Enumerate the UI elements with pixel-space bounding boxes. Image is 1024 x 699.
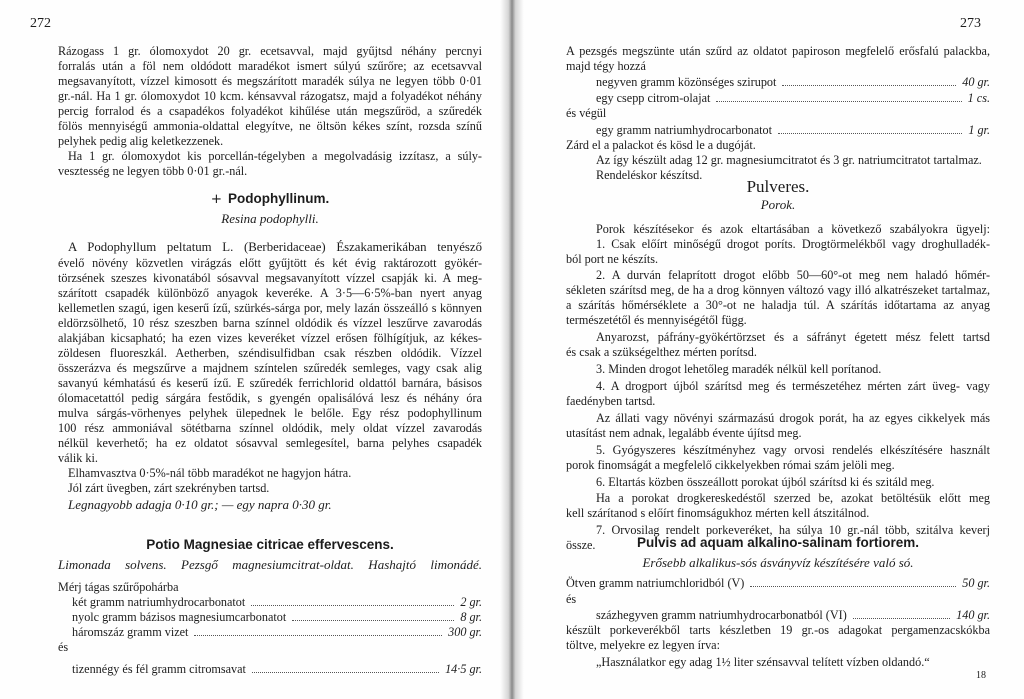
ingredient-row	[596, 608, 990, 622]
text-line: forralás után a föl nem oldódott maradékot ismert súlyú szűrőre; az ecetsavval	[58, 59, 482, 73]
potio-sub-wrap	[58, 558, 482, 574]
text-line: 3. Minden drogot lehetőleg maradék nélkül kell porítanod.	[596, 362, 882, 376]
text-line: zöldesen fluoreszkál. Aetherben, széndisulfidban csak részben oldódik. Vízzel	[58, 346, 482, 360]
ingredient-name: Ötven gramm natriumchloridból (V)	[566, 576, 745, 590]
text-line: percig forralod és a csapadékos folyadékot kihűlése után megszűröd, a szűredék	[58, 104, 482, 118]
text-line: gr.-nál. Ha 1 gr. ólomoxydot 10 kcm. kénsavval rázogatsz, majd a folyadékot néhány	[58, 89, 482, 103]
page-number-left: 272	[30, 16, 51, 31]
pulvis-subtitle: Erősebb alkalikus-sós ásványvíz készítésére való só.	[642, 555, 914, 570]
ingredient-name: háromszáz gramm vizet	[72, 625, 189, 639]
text-line: 7. Orvosilag rendelt porkeveréket, ha súlya 10 gr.-nál több, szitálva keverj	[596, 523, 990, 537]
text-line: ólomacetattól pedig sárgára festődik, s gyengén opalisálóvá lesz és néhány óra	[58, 391, 482, 405]
text-line: Mérj tágas szűrőpohárba	[58, 580, 179, 594]
podophyllinum-sub-wrap	[58, 212, 482, 228]
text-line: porok finomságát a megfelelő cikkelyekben római szám jelöli meg.	[566, 458, 895, 472]
and-word: és	[566, 592, 577, 606]
text-line: mulva sárgás-vörhenyes pelyhek ülepednek le belőle. Egy rész podophyllinum	[58, 406, 482, 420]
ingredient-amount: 1 cs.	[967, 91, 990, 105]
ingredient-amount: 40 gr.	[962, 75, 990, 89]
ingredient-amount: 8 gr.	[460, 610, 482, 624]
text-line: fölös mennyiségű ammonia-oldattal elegyítve, ne öltsön kékes színt, rozsda színű	[58, 119, 482, 133]
text-line: összerázva és megszűrve a majdnem színtelen szűredék semleges, vagy csak alig	[58, 361, 482, 375]
text-line: nélkül keverhető; ha ez oldatot sósavval semlegesítel, barna pelyhes csapadék	[58, 436, 482, 450]
pulveres-heading-wrap	[566, 177, 990, 197]
potio-title: Potio Magnesiae citricae effervescens.	[146, 537, 394, 552]
text-line: Ha 1 gr. ólomoxydot kis porcellán-tégelyben a megolvadásig izzítasz, a súly-	[68, 149, 482, 163]
cross-symbol-icon: +	[210, 191, 223, 207]
ingredient-name: egy gramm natriumhydrocarbonatot	[596, 123, 772, 137]
text-line: válik ki.	[58, 451, 98, 465]
text-line: ból port ne készíts.	[566, 252, 659, 266]
ingredient-amount: 14·5 gr.	[445, 662, 482, 676]
pulvis-heading-wrap	[566, 536, 990, 552]
ingredient-row	[566, 576, 990, 590]
pulvis-sub-wrap	[566, 556, 990, 572]
text-line: pelyhek pedig alig keletkezzenek.	[58, 134, 224, 148]
ingredient-name: negyven gramm közönséges szirupot	[596, 75, 777, 89]
ingredient-name: nyolc gramm bázisos magnesiumcarbonatot	[72, 610, 287, 624]
and-word: és	[58, 640, 69, 654]
potio-subtitle: Limonada solvens. Pezsgő magnesiumcitrat-oldat. Hashajtó limonádé.	[58, 557, 482, 572]
text-line: A pezsgés megszünte után szűrd az oldatot papiroson megfelelő erősfalú palackba,	[566, 44, 990, 58]
text-line: évelő növény közvetlen virágzás előtt gyűjtött és két évig raktározott gyökér-	[58, 256, 482, 270]
ingredient-name: százhegyven gramm natriumhydrocarbonatból (VI)	[596, 608, 847, 622]
text-line: A Podophyllum peltatum L. (Berberidaceae) Északamerikában tenyésző	[68, 240, 482, 254]
text-line: Rendeléskor készítsd.	[596, 168, 703, 182]
podophyllinum-heading	[58, 192, 482, 208]
ingredient-name: két gramm natriumhydrocarbonatot	[72, 595, 246, 609]
text-line: vesztesség ne legyen több 0·01 gr.-nál.	[58, 164, 248, 178]
text-line: Porok készítésekor és azok eltartásában a következő szabályokra ügyelj:	[596, 222, 990, 236]
ingredient-row	[596, 75, 990, 89]
ingredient-row	[596, 91, 990, 105]
text-line: kellemetlen szagú, igen keserű ízű, szürkés-sárga por, mely lazán összeálló s könnyen	[58, 301, 482, 315]
text-line: eldörzsölhető, 10 rész szeszben barna színnel oldódik és vízzel leszűrve zavarodás	[58, 316, 482, 330]
text-line: 6. Eltartás közben összeállott porokat újból szárítsd ki és szitáld meg.	[596, 475, 935, 489]
ingredient-amount: 2 gr.	[460, 595, 482, 609]
pulvis-title: Pulvis ad aquam alkalino-salinam fortiorem.	[636, 535, 920, 550]
text-line: Zárd el a palackot és kösd le a dugóját.	[566, 138, 756, 152]
text-line: és végül	[566, 106, 607, 120]
ingredient-amount: 1 gr.	[968, 123, 990, 137]
text-line: faedényben tartsd.	[566, 394, 656, 408]
podophyllinum-subtitle: Resina podophylli.	[221, 211, 319, 226]
text-line: Ha a porokat drogkereskedéstől szerzed be, azokat betöltésük előtt meg	[596, 491, 990, 505]
ingredient-row	[596, 123, 990, 137]
ingredient-row	[72, 595, 482, 609]
text-line: megsavanyított, vízzel kimosott és megszárított maradék súlya ne legyen több 0·01	[58, 74, 482, 88]
text-line: „Használatkor egy adag 1½ liter szénsavval telített vízben oldandó.“	[596, 655, 930, 669]
text-line: össze.	[566, 538, 596, 552]
signature-mark: 18	[976, 670, 986, 681]
text-line: majd tégy hozzá	[566, 59, 646, 73]
text-line: Az így készült adag 12 gr. magnesiumcitratot és 3 gr. natriumcitratot tartalmaz.	[596, 153, 982, 167]
ingredient-amount: 300 gr.	[448, 625, 482, 639]
text-line: kell szárítanod s előírt finomságukhoz mérten kell átszitálnod.	[566, 506, 870, 520]
text-line: sékleten szárítsd meg, de ha a drog könnyen változó vagy illó alkatrészeket tartalmaz,	[566, 283, 990, 297]
ingredient-row	[72, 625, 482, 639]
text-line: Anyarozst, páfrány-gyökértörzset és a sáfrányt égetett mész felett tartsd	[596, 330, 990, 344]
text-line: Jól zárt üvegben, zárt szekrényben tartsd.	[68, 481, 270, 495]
dose-line: Legnagyobb adagja 0·10 gr.; — egy napra 0·30 gr.	[68, 497, 332, 512]
text-line: törzsének szeszes kivonatából sósavval megsavanyított vízzel csapják ki. A meg-	[58, 271, 482, 285]
text-line: utasítást nem adnak, legalább évente újítsd meg.	[566, 426, 802, 440]
ingredient-row	[72, 610, 482, 624]
text-line: készült porkeverékből tarts készletben 19 gr.-os adagokat pergamenzacskókba	[566, 623, 990, 637]
text-line: töltve, melyekre ez legyen írva:	[566, 638, 720, 652]
text-line: és csak a szükségelthez mérten porítsd.	[566, 345, 757, 359]
text-line: természetétől és mennyiségétől függ.	[566, 313, 747, 327]
podophyllinum-title: Podophyllinum.	[228, 191, 330, 206]
text-line: 1. Csak előírt minőségű drogot poríts. Drogtörmelékből vagy droghulladék-	[596, 237, 990, 251]
text-line: Rázogass 1 gr. ólomoxydot 20 gr. ecetsavval, majd gyűjtsd néhány percnyi	[58, 44, 482, 58]
ingredient-name: tizennégy és fél gramm citromsavat	[72, 662, 246, 676]
page-number-right: 273	[960, 16, 981, 31]
text-line: 100 rész ammoniával sötétbarna színnel oldódik, mely oldat vízzel zavarodás	[58, 421, 482, 435]
ingredient-row	[72, 662, 482, 676]
text-line: szárított csapadék különböző anyagok keveréke. A 3·5—6·5%-ban nyert anyag	[58, 286, 482, 300]
pulveres-sub-wrap	[566, 198, 990, 214]
text-line: a szárítás hőmérséklete a 30°-ot ne haladja túl. A szárítás időtartama az anyag	[566, 298, 990, 312]
text-line: 5. Gyógyszeres készítményhez vagy orvosi rendelés elkészítésére használt	[596, 443, 990, 457]
text-line: Az állati vagy növényi származású drogok porát, ha az egyes cikkelyek más	[596, 411, 990, 425]
pulveres-title: Pulveres.	[746, 177, 810, 196]
ingredient-name: egy csepp citrom-olajat	[596, 91, 711, 105]
text-line: 2. A durván felaprított drogot előbb 50—60°-ot meg nem haladó hőmér-	[596, 268, 990, 282]
potio-heading-wrap	[58, 538, 482, 554]
text-line: savanyú kémhatású és keserű ízű. E szűredék ferrichlorid oldattól barnára, básisos	[58, 376, 482, 390]
ingredient-amount: 140 gr.	[956, 608, 990, 622]
book-gutter	[500, 0, 524, 699]
text-line: 4. A drogport újból szárítsd meg és természetéhez mérten zárt üveg- vagy	[596, 379, 990, 393]
pulveres-subtitle: Porok.	[760, 197, 796, 212]
text-line: alakjában kicsapható; ha ezen vizes keveréket vízzel erősen fölhígítjuk, az kékes-	[58, 331, 482, 345]
ingredient-amount: 50 gr.	[962, 576, 990, 590]
text-line: Elhamvasztva 0·5%-nál több maradékot ne hagyjon hátra.	[68, 466, 352, 480]
